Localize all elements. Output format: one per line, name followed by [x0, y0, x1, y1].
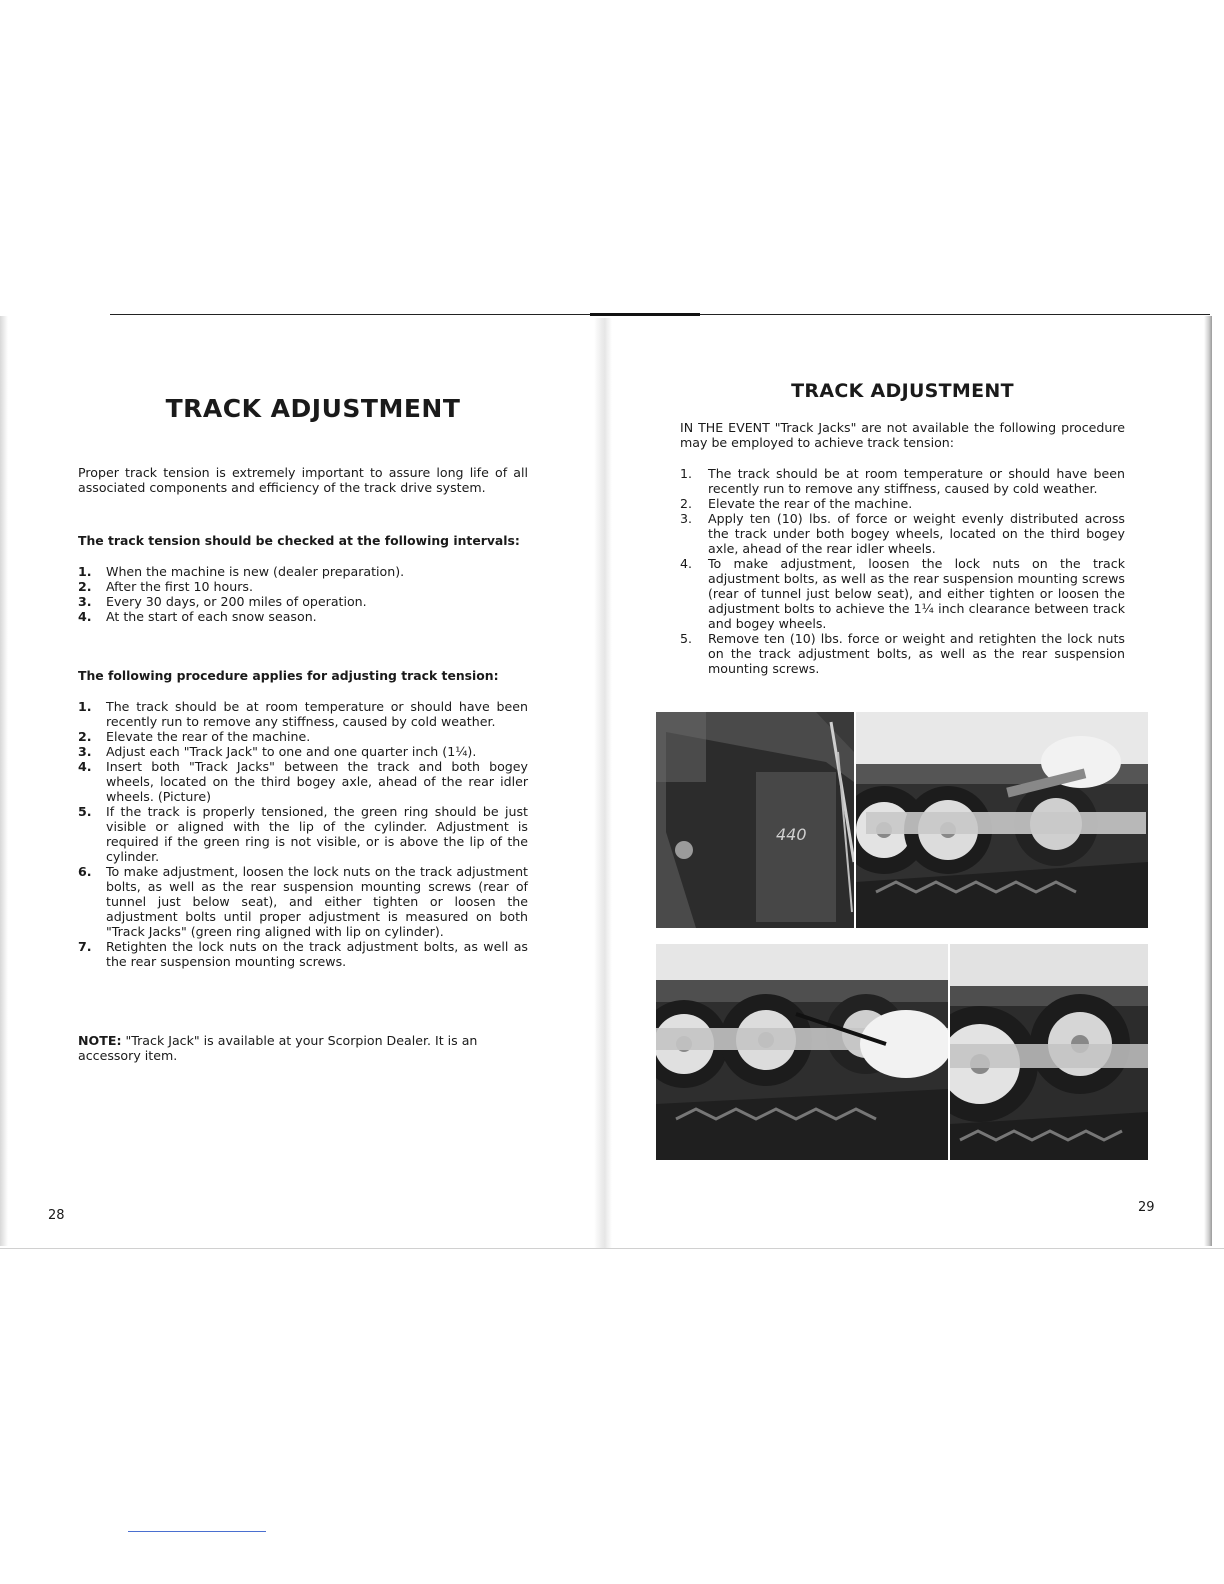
list-item: 1. When the machine is new (dealer preparation). — [78, 564, 405, 579]
page-title: TRACK ADJUSTMENT — [791, 380, 1014, 402]
note-paragraph — [78, 1033, 528, 1063]
spread-bottom-edge — [0, 1248, 1224, 1249]
photo-bogey-wheels-hand — [856, 712, 1148, 928]
list-item: 3. Apply ten (10) lbs. of force or weight evenly distributed across the track under both bogey wheels, located on the third bogey axle, ahead of the rear idler wheels. — [680, 511, 1125, 556]
procedure-heading: The following procedure applies for adjusting track tension: — [78, 668, 499, 683]
list-item: 6. To make adjustment, loosen the lock nuts on the track adjustment bolts, as well as the rear suspension mounting screws (rear of tunnel just below seat), and either tighten or loosen the adjustment bolts until proper adjustment is measured on both "Track Jacks" (green ring aligned with lip on cylinder). — [78, 864, 528, 939]
left-page — [78, 380, 528, 1063]
list-item: 2. After the first 10 hours. — [78, 579, 253, 594]
page-number-left: 28 — [48, 1208, 65, 1223]
note-label: NOTE: — [78, 1033, 122, 1048]
photo-bogey-wheels-gauge — [950, 944, 1148, 1160]
intervals-heading: The track tension should be checked at the following intervals: — [78, 533, 520, 548]
list-item: 2. Elevate the rear of the machine. — [78, 729, 311, 744]
list-item: 4. At the start of each snow season. — [78, 609, 317, 624]
scan-mark — [128, 1531, 266, 1532]
photo-machine-rear — [656, 712, 854, 928]
note-text: "Track Jack" is available at your Scorpion Dealer. It is an accessory item. — [78, 1033, 478, 1063]
page-number-right: 29 — [1138, 1200, 1155, 1215]
list-item: 2. Elevate the rear of the machine. — [680, 496, 913, 511]
page-title: TRACK ADJUSTMENT — [165, 394, 461, 423]
list-item: 1. The track should be at room temperature or should have been recently run to remove any stiffness, caused by cold weather. — [78, 699, 528, 729]
right-page-edge — [1204, 316, 1212, 1246]
list-item: 4. To make adjustment, loosen the lock nuts on the track adjustment bolts, as well as the rear suspension mounting screws (rear of tunnel just below seat), and either tighten or loosen the adjustment bolts to achieve the 1¼ inch clearance between track and bogey wheels. — [680, 556, 1125, 631]
intro-paragraph: Proper track tension is extremely important to assure long life of all associated components and efficiency of the track drive system. — [78, 465, 528, 495]
list-item: 4. Insert both "Track Jacks" between the track and both bogey wheels, located on the third bogey axle, ahead of the rear idler wheels. (Picture) — [78, 759, 528, 804]
intro-paragraph: IN THE EVENT "Track Jacks" are not available the following procedure may be employed to achieve track tension: — [680, 420, 1125, 450]
list-item: 5. If the track is properly tensioned, the green ring should be just visible or aligned with the lip of the cylinder. Adjustment is required if the green ring is not visible, or is above the lip of the cylinder. — [78, 804, 528, 864]
procedure-list — [78, 699, 528, 969]
right-page — [680, 380, 1125, 676]
list-item: 3. Every 30 days, or 200 miles of operation. — [78, 594, 367, 609]
list-item: 5. Remove ten (10) lbs. force or weight and retighten the lock nuts on the track adjustment bolts, as well as the rear suspension mounting screws. — [680, 631, 1125, 676]
intervals-list — [78, 564, 528, 624]
photo-label: 440 — [776, 825, 807, 844]
left-page-edge — [0, 316, 8, 1246]
list-item: 3. Adjust each "Track Jack" to one and one quarter inch (1¼). — [78, 744, 477, 759]
list-item: 7. Retighten the lock nuts on the track adjustment bolts, as well as the rear suspension mounting screws. — [78, 939, 528, 969]
procedure-list — [680, 466, 1125, 676]
list-item: 1. The track should be at room temperature or should have been recently run to remove any stiffness, caused by cold weather. — [680, 466, 1125, 496]
photo-bogey-wheels-tool — [656, 944, 948, 1160]
book-gutter — [594, 318, 612, 1248]
spread-top-edge-dark — [590, 313, 700, 316]
